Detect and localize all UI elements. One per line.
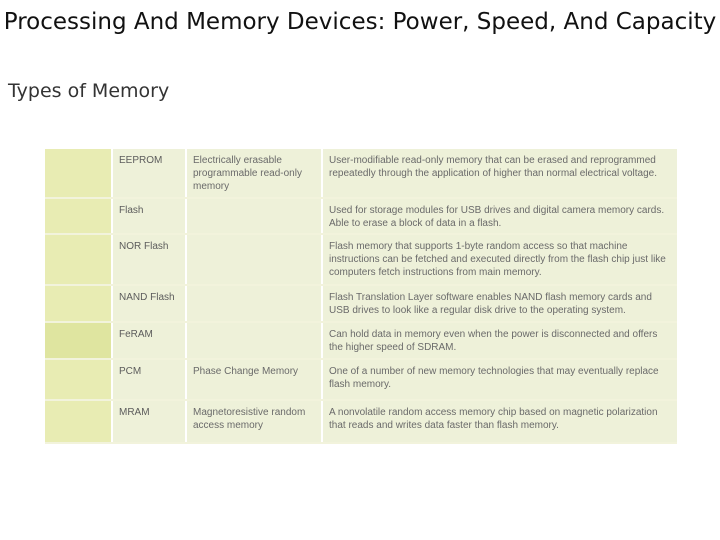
row-stripe	[45, 286, 113, 321]
table-row	[45, 199, 677, 233]
memory-name: PCM	[113, 360, 187, 399]
row-stripe	[45, 235, 113, 284]
row-stripe	[45, 401, 113, 442]
row-stripe	[45, 360, 113, 399]
row-stripe	[45, 199, 113, 233]
slide-subtitle: Types of Memory	[8, 80, 170, 102]
row-stripe	[45, 323, 113, 358]
memory-full-name	[187, 286, 323, 321]
memory-name: NOR Flash	[113, 235, 187, 284]
table-row	[45, 323, 677, 358]
memory-description: Can hold data in memory even when the power is disconnected and offers the higher speed of SDRAM.	[323, 323, 677, 358]
memory-full-name	[187, 199, 323, 233]
memory-description: One of a number of new memory technologies that may eventually replace flash memory.	[323, 360, 677, 399]
memory-description: Flash Translation Layer software enables NAND flash memory cards and USB drives to look like a regular disk drive to the operating system.	[323, 286, 677, 321]
memory-full-name	[187, 323, 323, 358]
row-stripe	[45, 149, 113, 197]
memory-full-name: Phase Change Memory	[187, 360, 323, 399]
memory-full-name: Magnetoresistive random access memory	[187, 401, 323, 442]
slide-title: Processing And Memory Devices: Power, Speed, And Capacity	[3, 9, 717, 35]
table-row	[45, 286, 677, 321]
table-row	[45, 149, 677, 197]
memory-full-name: Electrically erasable programmable read-only memory	[187, 149, 323, 197]
table-row	[45, 360, 677, 399]
memory-description: Flash memory that supports 1-byte random access so that machine instructions can be fetched and executed directly from the flash chip just like computers fetch instructions from main memory.	[323, 235, 677, 284]
memory-name: Flash	[113, 199, 187, 233]
memory-types-table	[45, 149, 677, 444]
memory-description: Used for storage modules for USB drives and digital camera memory cards. Able to erase a block of data in a flash.	[323, 199, 677, 233]
table-row	[45, 401, 677, 442]
memory-description: User-modifiable read-only memory that can be erased and reprogrammed repeatedly through the application of higher than normal electrical voltage.	[323, 149, 677, 197]
memory-description: A nonvolatile random access memory chip based on magnetic polarization that reads and writes data faster than flash memory.	[323, 401, 677, 442]
memory-full-name	[187, 235, 323, 284]
memory-name: MRAM	[113, 401, 187, 442]
memory-name: FeRAM	[113, 323, 187, 358]
memory-name: EEPROM	[113, 149, 187, 197]
table-row	[45, 235, 677, 284]
memory-name: NAND Flash	[113, 286, 187, 321]
